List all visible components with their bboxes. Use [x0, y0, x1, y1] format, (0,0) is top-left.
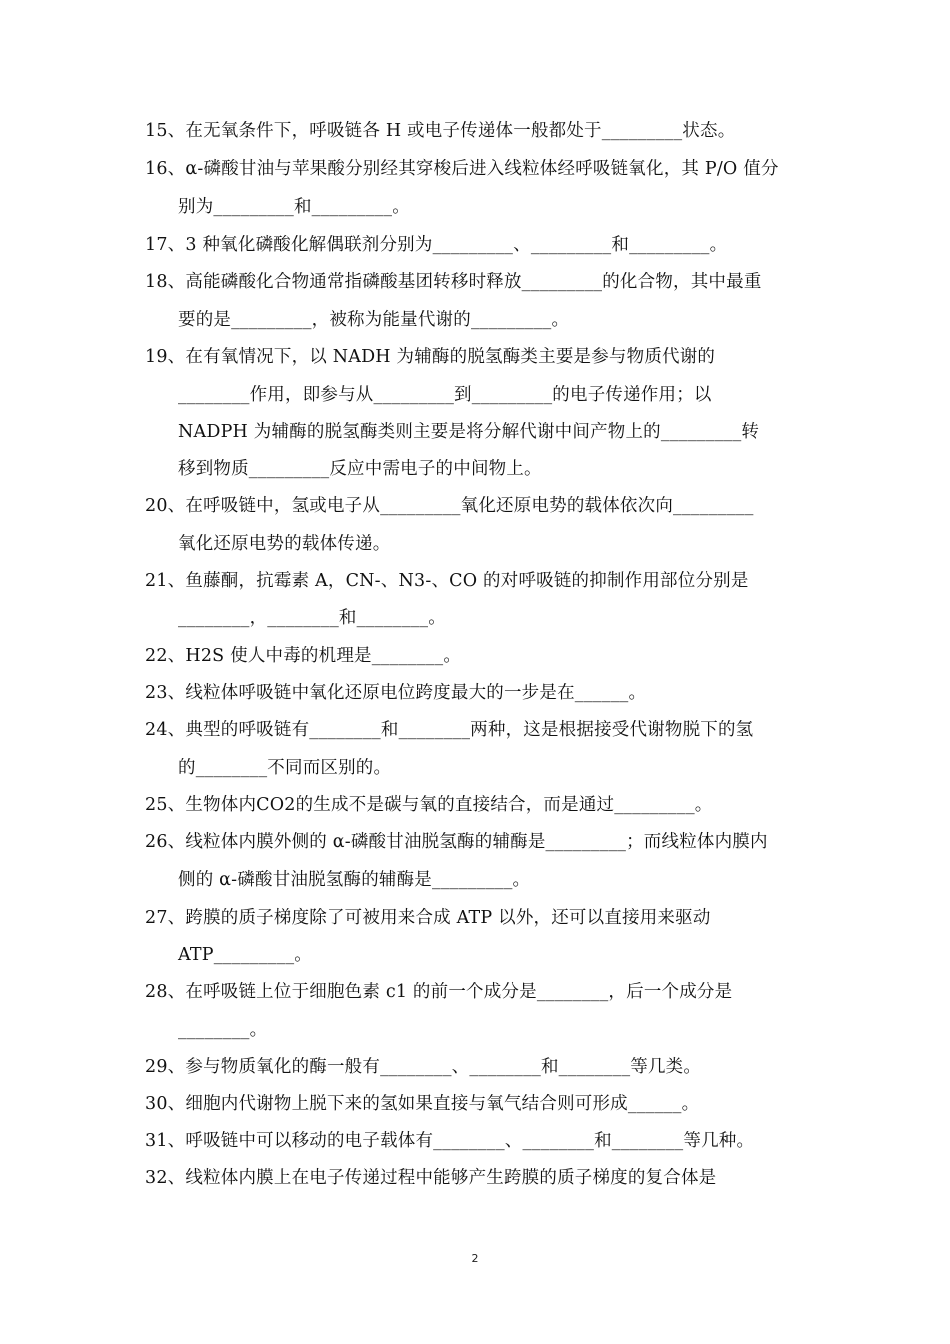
question-21-cont: ________，________和________。 [178, 608, 446, 628]
question-19-cont-2: NADPH 为辅酶的脱氢酶类则主要是将分解代谢中间产物上的_________转 [178, 422, 760, 442]
question-32: 32、线粒体内膜上在电子传递过程中能够产生跨膜的质子梯度的复合体是 [145, 1168, 717, 1188]
question-19-cont-1: ________作用，即参与从_________到_________的电子传递作用；以 [178, 385, 712, 405]
question-20: 20、在呼吸链中，氢或电子从_________氧化还原电势的载体依次向_________ [145, 496, 754, 516]
question-21: 21、鱼藤酮，抗霉素 A，CN-、N3-、CO 的对呼吸链的抑制作用部位分别是 [145, 571, 749, 591]
question-26-cont: 侧的 α-磷酸甘油脱氢酶的辅酶是_________。 [178, 870, 531, 890]
question-25: 25、生物体内CO2的生成不是碳与氧的直接结合，而是通过_________。 [145, 795, 713, 815]
question-18: 18、高能磷酸化合物通常指磷酸基团转移时释放_________的化合物，其中最重 [145, 272, 762, 292]
question-30: 30、细胞内代谢物上脱下来的氢如果直接与氧气结合则可形成______。 [145, 1094, 700, 1114]
question-20-cont: 氧化还原电势的载体传递。 [178, 534, 391, 554]
question-19: 19、在有氧情况下，以 NADH 为辅酶的脱氢酶类主要是参与物质代谢的 [145, 347, 716, 367]
question-29: 29、参与物质氧化的酶一般有________、________和________等几类。 [145, 1057, 702, 1077]
question-16-cont: 别为_________和_________。 [178, 197, 410, 217]
question-28: 28、在呼吸链上位于细胞色素 c1 的前一个成分是________，后一个成分是 [145, 982, 733, 1002]
question-26: 26、线粒体内膜外侧的 α-磷酸甘油脱氢酶的辅酶是_________；而线粒体内膜内 [145, 832, 768, 852]
question-19-cont-3: 移到物质_________反应中需电子的中间物上。 [178, 459, 542, 479]
page-number: 2 [471, 1252, 479, 1265]
question-17: 17、3 种氧化磷酸化解偶联剂分别为_________、_________和_________。 [145, 235, 728, 255]
question-23: 23、线粒体呼吸链中氧化还原电位跨度最大的一步是在______。 [145, 683, 647, 703]
question-24: 24、典型的呼吸链有________和________两种，这是根据接受代谢物脱下的氢 [145, 720, 754, 740]
question-15: 15、在无氧条件下，呼吸链各 H 或电子传递体一般都处于_________状态。 [145, 121, 736, 141]
question-16: 16、α-磷酸甘油与苹果酸分别经其穿梭后进入线粒体经呼吸链氧化，其 P/O 值分 [145, 159, 779, 179]
question-31: 31、呼吸链中可以移动的电子载体有________、________和________等几种。 [145, 1131, 755, 1151]
question-27-cont: ATP_________。 [178, 945, 312, 965]
question-22: 22、H2S 使人中毒的机理是________。 [145, 646, 462, 666]
question-24-cont: 的________不同而区别的。 [178, 758, 392, 778]
question-18-cont: 要的是_________，被称为能量代谢的_________。 [178, 310, 570, 330]
question-27: 27、跨膜的质子梯度除了可被用来合成 ATP 以外，还可以直接用来驱动 [145, 908, 711, 928]
question-28-cont: ________。 [178, 1020, 268, 1040]
